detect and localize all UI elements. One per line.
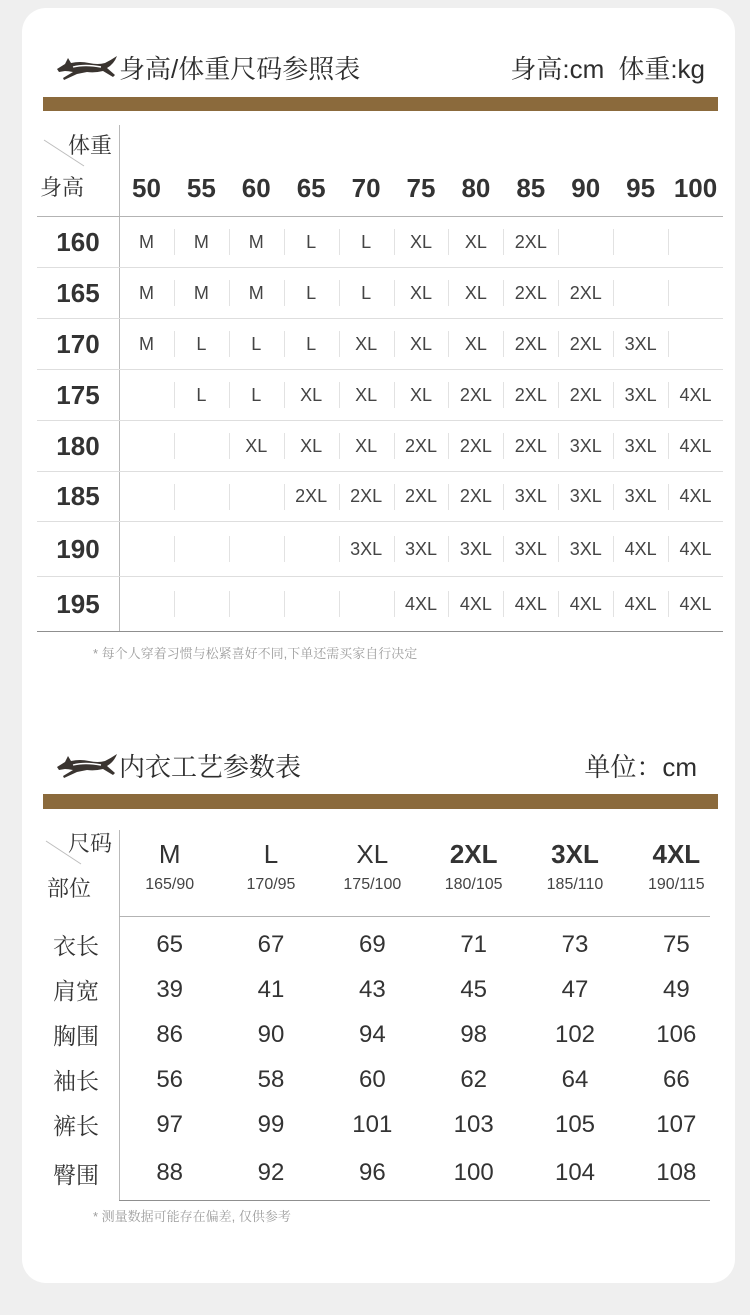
measurement-value-cell: 62 (460, 1065, 488, 1093)
measurement-value-cell: 96 (358, 1159, 386, 1186)
size-cell: 4XL (668, 421, 723, 471)
corner-diagonal (40, 136, 88, 170)
size-reference-table-body (37, 217, 723, 632)
size-label: 3XL (551, 839, 599, 869)
height-chest-fit-label: 185/110 (546, 876, 604, 893)
measurement-value-cell: 92 (257, 1159, 285, 1186)
measurement-value-cell: 94 (358, 1020, 386, 1048)
size-cell: 2XL (394, 472, 449, 521)
measurement-part-label: 肩宽 (53, 978, 99, 1004)
measurement-value-cell: 66 (662, 1065, 690, 1093)
measurement-value-cell: 103 (453, 1110, 494, 1138)
measurement-value-cell: 39 (156, 975, 184, 1003)
unit-note: 单位：cm (584, 752, 697, 782)
measurement-value-cell: 67 (257, 930, 285, 958)
measurement-value-cell: 99 (257, 1110, 285, 1138)
size-cell: XL (284, 421, 339, 471)
height-row-label: 180 (56, 430, 100, 461)
size-cell: 2XL (284, 472, 339, 521)
size-cell (668, 319, 723, 369)
size-cell (229, 472, 284, 521)
height-chest-fit-label: 190/115 (648, 876, 705, 893)
height-row-label: 175 (56, 379, 100, 410)
running-wolf-logo-icon (56, 751, 118, 783)
running-wolf-logo-icon (56, 53, 118, 85)
height-row-label: 160 (56, 226, 100, 257)
measurement-value-cell: 100 (453, 1159, 494, 1186)
height-row-label: 190 (56, 533, 100, 564)
size-cell: 4XL (448, 577, 503, 631)
size-cell: M (138, 231, 154, 252)
measurement-value-cell: 41 (257, 975, 285, 1003)
size-cell: 3XL (613, 472, 668, 521)
measurement-value-cell: 105 (554, 1110, 596, 1138)
table-row (37, 1102, 727, 1147)
size-cell (174, 421, 229, 471)
weight-column-header: 55 (186, 173, 216, 203)
measurement-value-cell: 98 (460, 1020, 488, 1048)
size-cell: M (138, 282, 154, 303)
size-cell: 2XL (503, 217, 558, 267)
measurement-value-cell: 73 (561, 930, 589, 958)
height-row-label: 170 (56, 328, 100, 359)
size-cell: L (229, 370, 284, 420)
size-cell: 2XL (448, 421, 503, 471)
size-column-header (119, 836, 220, 896)
size-cell: 3XL (394, 522, 449, 576)
weight-column-header: 85 (516, 173, 546, 203)
size-cell: XL (229, 421, 284, 471)
weight-column-header: 60 (241, 173, 271, 203)
table-row (37, 1012, 727, 1057)
size-label: L (263, 839, 279, 869)
size-cell: XL (394, 217, 449, 267)
size-cell: XL (448, 319, 503, 369)
size-cell (229, 577, 284, 631)
size-column-header (220, 836, 321, 896)
table-row (37, 217, 723, 268)
weight-column-header: 80 (461, 173, 491, 203)
size-cell: M (174, 217, 229, 267)
size-cell (119, 370, 174, 420)
size-cell: 4XL (613, 577, 668, 631)
weight-column-header: 50 (131, 173, 161, 203)
height-row-label: 185 (56, 481, 100, 511)
weight-column-header: 75 (406, 173, 436, 203)
size-cell (174, 577, 229, 631)
size-cell: 3XL (558, 522, 613, 576)
measurement-part-label: 胸围 (53, 1023, 99, 1049)
size-label: XL (356, 839, 389, 869)
height-row-label: 195 (56, 588, 100, 619)
measurement-value-cell: 90 (257, 1020, 285, 1048)
measurement-value-cell: 49 (662, 975, 690, 1003)
size-cell: 2XL (558, 319, 613, 369)
size-cell: 3XL (613, 421, 668, 471)
size-cell: XL (394, 370, 449, 420)
size-cell: 2XL (558, 370, 613, 420)
measurement-value-cell: 108 (656, 1159, 697, 1186)
header-rule (119, 916, 710, 917)
size-column-header (524, 836, 625, 896)
height-chest-fit-label: 170/95 (246, 876, 296, 893)
unit-note-height: 身高:cm (510, 54, 605, 84)
size-cell: M (229, 217, 284, 267)
size-cell (613, 217, 668, 267)
weight-column-header: 95 (626, 173, 656, 203)
size-cell (119, 522, 174, 576)
corner-header-size-label: 尺码 (68, 831, 113, 856)
table-row (37, 370, 723, 421)
weight-header-row (119, 171, 723, 205)
measurement-value-cell: 102 (554, 1020, 596, 1048)
size-cell: 2XL (503, 319, 558, 369)
table-row (37, 472, 723, 522)
size-cell: 3XL (339, 522, 394, 576)
measurement-part-label: 裤长 (53, 1113, 99, 1139)
height-chest-fit-label: 180/105 (444, 876, 503, 893)
size-cell: 2XL (394, 421, 449, 471)
measurement-value-cell: 97 (156, 1110, 184, 1138)
size-cell: 3XL (448, 522, 503, 576)
size-cell: XL (339, 421, 394, 471)
size-cell: L (174, 370, 229, 420)
measurement-value-cell: 75 (662, 930, 690, 958)
size-cell: XL (339, 319, 394, 369)
corner-header-weight-label: 体重 (68, 133, 113, 158)
table-row (37, 421, 723, 472)
size-cell (174, 472, 229, 521)
measurement-value-cell: 65 (156, 930, 184, 958)
weight-column-header: 90 (571, 173, 601, 203)
footnote: * 每个人穿着习惯与松紧喜好不同,下单还需买家自行决定 (93, 646, 418, 661)
size-cell: 4XL (558, 577, 613, 631)
measurement-value-cell: 107 (656, 1110, 697, 1138)
measurement-value-cell: 88 (156, 1159, 184, 1186)
size-cell (668, 217, 723, 267)
height-row-label: 165 (56, 277, 100, 308)
size-cell: XL (448, 268, 503, 318)
table-row (37, 922, 727, 967)
table-bottom-rule (119, 1200, 710, 1201)
size-cell: XL (339, 370, 394, 420)
size-cell: 4XL (668, 370, 723, 420)
section-title: 身高/体重尺码参照表 (119, 54, 361, 84)
weight-column-header: 65 (296, 173, 326, 203)
size-cell (284, 522, 339, 576)
size-column-header (626, 836, 727, 896)
size-cell (668, 268, 723, 318)
size-cell: 4XL (668, 472, 723, 521)
size-cell: L (174, 319, 229, 369)
unit-note (510, 53, 705, 85)
size-cell: 4XL (668, 577, 723, 631)
size-label: 2XL (449, 839, 498, 869)
table-row (37, 1147, 727, 1199)
size-cell: M (138, 333, 154, 354)
size-cell: M (229, 268, 284, 318)
measurement-value-cell: 45 (460, 975, 488, 1003)
measurement-value-cell: 104 (554, 1159, 596, 1186)
measurement-part-label: 臀围 (53, 1161, 99, 1188)
size-cell: 4XL (613, 522, 668, 576)
size-cell: 2XL (558, 268, 613, 318)
measurement-value-cell: 56 (156, 1065, 184, 1093)
size-cell (174, 522, 229, 576)
size-cell: 4XL (503, 577, 558, 631)
size-cell: 3XL (613, 319, 668, 369)
size-cell: L (229, 319, 284, 369)
height-chest-fit-label: 175/100 (343, 876, 402, 893)
accent-divider (43, 97, 718, 111)
size-cell: 2XL (448, 472, 503, 521)
garment-spec-table-body (37, 922, 727, 1199)
size-cell: 4XL (668, 522, 723, 576)
table-row (37, 268, 723, 319)
table-row (37, 967, 727, 1012)
size-cell: L (284, 217, 339, 267)
size-cell: XL (394, 319, 449, 369)
accent-divider (43, 794, 718, 809)
size-cell (339, 577, 394, 631)
size-column-header (322, 836, 423, 896)
measurement-value-cell: 69 (358, 930, 386, 958)
measurement-value-cell: 71 (460, 930, 488, 958)
table-row (37, 577, 723, 632)
size-cell: L (339, 217, 394, 267)
size-cell: 2XL (503, 370, 558, 420)
size-header-row (119, 836, 727, 896)
size-cell (284, 577, 339, 631)
corner-diagonal (43, 838, 87, 870)
size-cell: L (284, 319, 339, 369)
size-cell: 2XL (503, 421, 558, 471)
table-row (37, 522, 723, 577)
size-cell (119, 472, 174, 521)
size-cell: M (174, 268, 229, 318)
size-cell: 3XL (558, 472, 613, 521)
size-cell: XL (394, 268, 449, 318)
measurement-value-cell: 47 (561, 975, 589, 1003)
measurement-value-cell: 58 (257, 1065, 285, 1093)
size-cell: 3XL (558, 421, 613, 471)
measurement-value-cell: 101 (352, 1110, 393, 1138)
size-cell: 4XL (394, 577, 449, 631)
measurement-value-cell: 60 (358, 1065, 386, 1093)
section-title: 内衣工艺参数表 (119, 752, 302, 782)
size-cell: 3XL (613, 370, 668, 420)
size-cell (119, 577, 174, 631)
size-column-header (423, 836, 524, 896)
measurement-value-cell: 64 (561, 1065, 589, 1093)
size-cell: L (339, 268, 394, 318)
corner-header-part-label: 部位 (47, 876, 92, 901)
unit-note-weight: 体重:kg (618, 54, 705, 84)
size-cell: 3XL (503, 522, 558, 576)
measurement-part-label: 衣长 (53, 933, 99, 959)
weight-column-header: 70 (351, 173, 381, 203)
size-cell: 2XL (339, 472, 394, 521)
size-cell (613, 268, 668, 318)
size-cell: XL (448, 217, 503, 267)
size-cell: L (284, 268, 339, 318)
size-cell: XL (284, 370, 339, 420)
size-cell (558, 217, 613, 267)
measurement-value-cell: 43 (358, 975, 386, 1003)
measurement-part-label: 袖长 (53, 1068, 99, 1094)
size-label: M (158, 839, 181, 869)
measurement-value-cell: 86 (156, 1020, 184, 1048)
footnote: * 测量数据可能存在偏差, 仅供参考 (93, 1209, 291, 1224)
height-chest-fit-label: 165/90 (145, 876, 195, 893)
weight-column-header: 100 (673, 173, 718, 203)
measurement-value-cell: 106 (656, 1020, 697, 1048)
table-row (37, 319, 723, 370)
size-cell (119, 421, 174, 471)
table-row (37, 1057, 727, 1102)
size-cell (229, 522, 284, 576)
size-label: 4XL (652, 839, 701, 869)
size-cell: 2XL (503, 268, 558, 318)
size-cell: 2XL (448, 370, 503, 420)
size-cell: 3XL (503, 472, 558, 521)
corner-header-height-label: 身高 (40, 175, 85, 200)
